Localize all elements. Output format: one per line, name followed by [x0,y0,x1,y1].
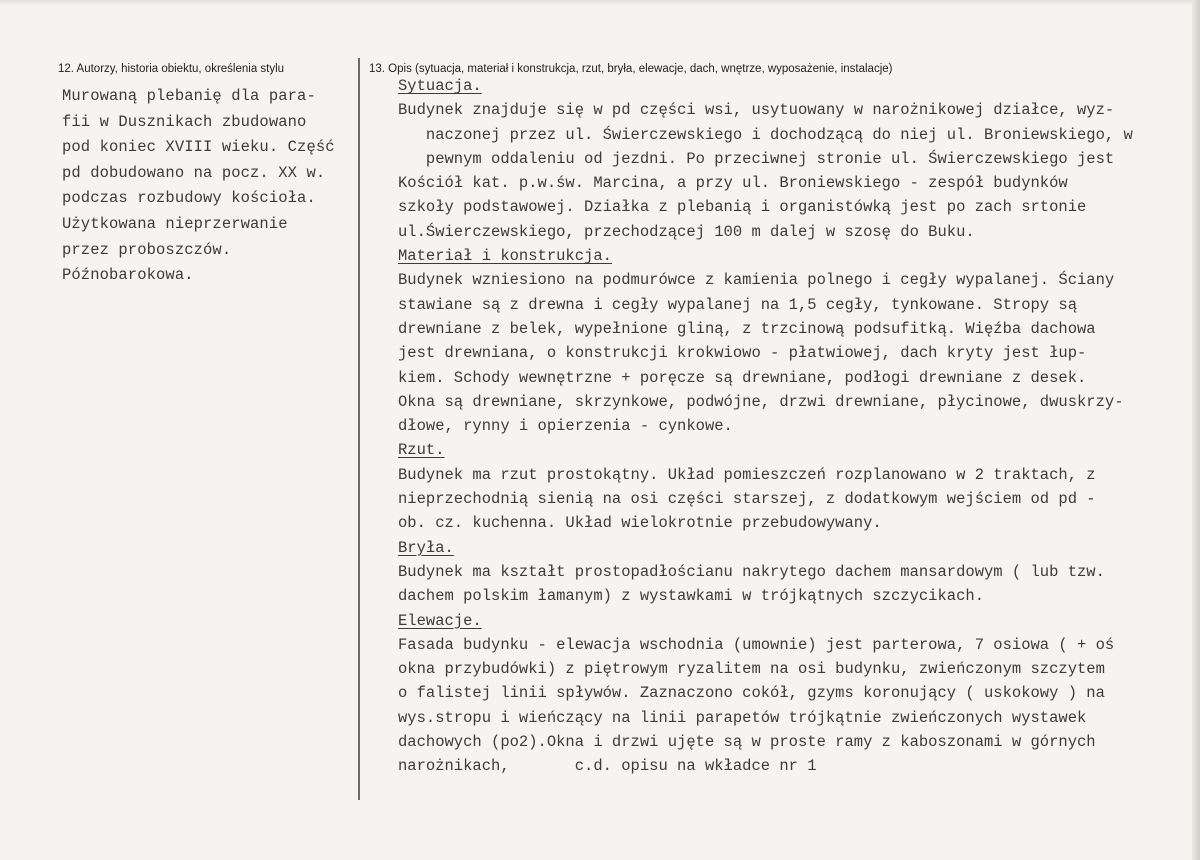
text-line: Budynek wzniesiono na podmurówce z kamienia polnego i cegły wypalanej. Ściany [398,271,1115,290]
text-line: dłowe, rynny i opierzenia - cynkowe. [398,417,733,436]
column-divider [358,58,360,800]
text-line: kiem. Schody wewnętrzne + poręcze są drewniane, podłogi drewniane z desek. [398,368,1087,387]
text-line: pod koniec XVIII wieku. Część [62,138,335,157]
text-line: Fasada budynku - elewacja wschodnia (umownie) jest parterowa, 7 osiowa ( + oś [398,635,1115,654]
section-heading: Elewacje. [398,611,482,630]
text-line: wys.stropu i wieńczący na linii parapetów trójkątnie zwieńczonych wystawek [398,708,1087,727]
text-line: jest drewniana, o konstrukcji krokwiowo - płatwiowej, dach kryty jest łup- [398,344,1087,363]
text-line: szkoły podstawowej. Działka z plebanią i organistówką jest po zach srtonie [398,198,1087,217]
text-line: nieprzechodnią sienią na osi części starszej, z dodatkowym wejściem od pd - [398,490,1096,509]
text-line: stawiane są z drewna i cegły wypalanej na 1,5 cegły, tynkowane. Stropy są [398,295,1078,314]
text-line: Budynek ma kształt prostopadłościanu nakrytego dachem mansardowym ( lub tzw. [398,562,1105,581]
text-line: Budynek ma rzut prostokątny. Układ pomieszczeń rozplanowano w 2 traktach, z [398,465,1096,484]
text-line: Kościół kat. p.w.św. Marcina, a przy ul. Broniewskiego - zespół budynków [398,174,1068,193]
text-line: dachem polskim łamanym) z wystawkami w trójkątnych szczycikach. [398,587,984,606]
text-line: pewnym oddaleniu od jezdni. Po przeciwnej stronie ul. Świerczewskiego jest [398,149,1115,168]
text-line: ob. cz. kuchenna. Układ wielokrotnie przebudowywany. [398,514,882,533]
text-line: okna przybudówki) z piętrowym ryzalitem na osi budynku, zwieńczonym szczytem [398,660,1105,679]
text-line: o falistej linii spływów. Zaznaczono cokół, gzyms koronujący ( uskokowy ) na [398,684,1105,703]
text-line: naczonej przez ul. Świerczewskiego i dochodzącą do niej ul. Broniewskiego, w [398,125,1133,144]
text-line: podczas rozbudowy kościoła. [62,189,316,208]
text-line: narożnikach, c.d. opisu na wkładce nr 1 [398,757,817,776]
text-line: fii w Dusznikach zbudowano [62,112,307,131]
section-12-header: 12. Autorzy, historia obiektu, określenia stylu [58,63,285,75]
description-text [398,74,1194,779]
section-heading: Bryła. [398,538,454,557]
authors-history-text [62,84,352,289]
text-line: pd dobudowano na pocz. XX w. [62,163,326,182]
text-line: Budynek znajduje się w pd części wsi, usytuowany w narożnikowej działce, wyz- [398,101,1115,120]
text-line: przez proboszczów. [62,240,232,259]
text-line: dachowych (po2).Okna i drzwi ujęte są w proste ramy z kaboszonami w górnych [398,733,1096,752]
text-line: drewniane z belek, wypełnione gliną, z trzcinową podsufitką. Więźba dachowa [398,319,1096,338]
text-line: ul.Świerczewskiego, przechodzącej 100 m dalej w szosę do Buku. [398,222,975,241]
section-heading: Rzut. [398,441,445,460]
card-top-edge [0,0,1200,6]
text-line: Murowaną plebanię dla para- [62,87,316,105]
text-line: Użytkowana nieprzerwanie [62,214,288,233]
section-heading: Sytuacja. [398,77,482,95]
section-heading: Materiał i konstrukcja. [398,247,612,266]
text-line: Późnobarokowa. [62,266,194,285]
text-line: Okna są drewniane, skrzynkowe, podwójne, drzwi drewniane, płycinowe, dwuskrzy- [398,392,1124,411]
section-13-header: 13. Opis (sytuacja, materiał i konstrukcja, rzut, bryła, elewacje, dach, wnętrze, wyposażenie, instalacje) [369,63,893,75]
